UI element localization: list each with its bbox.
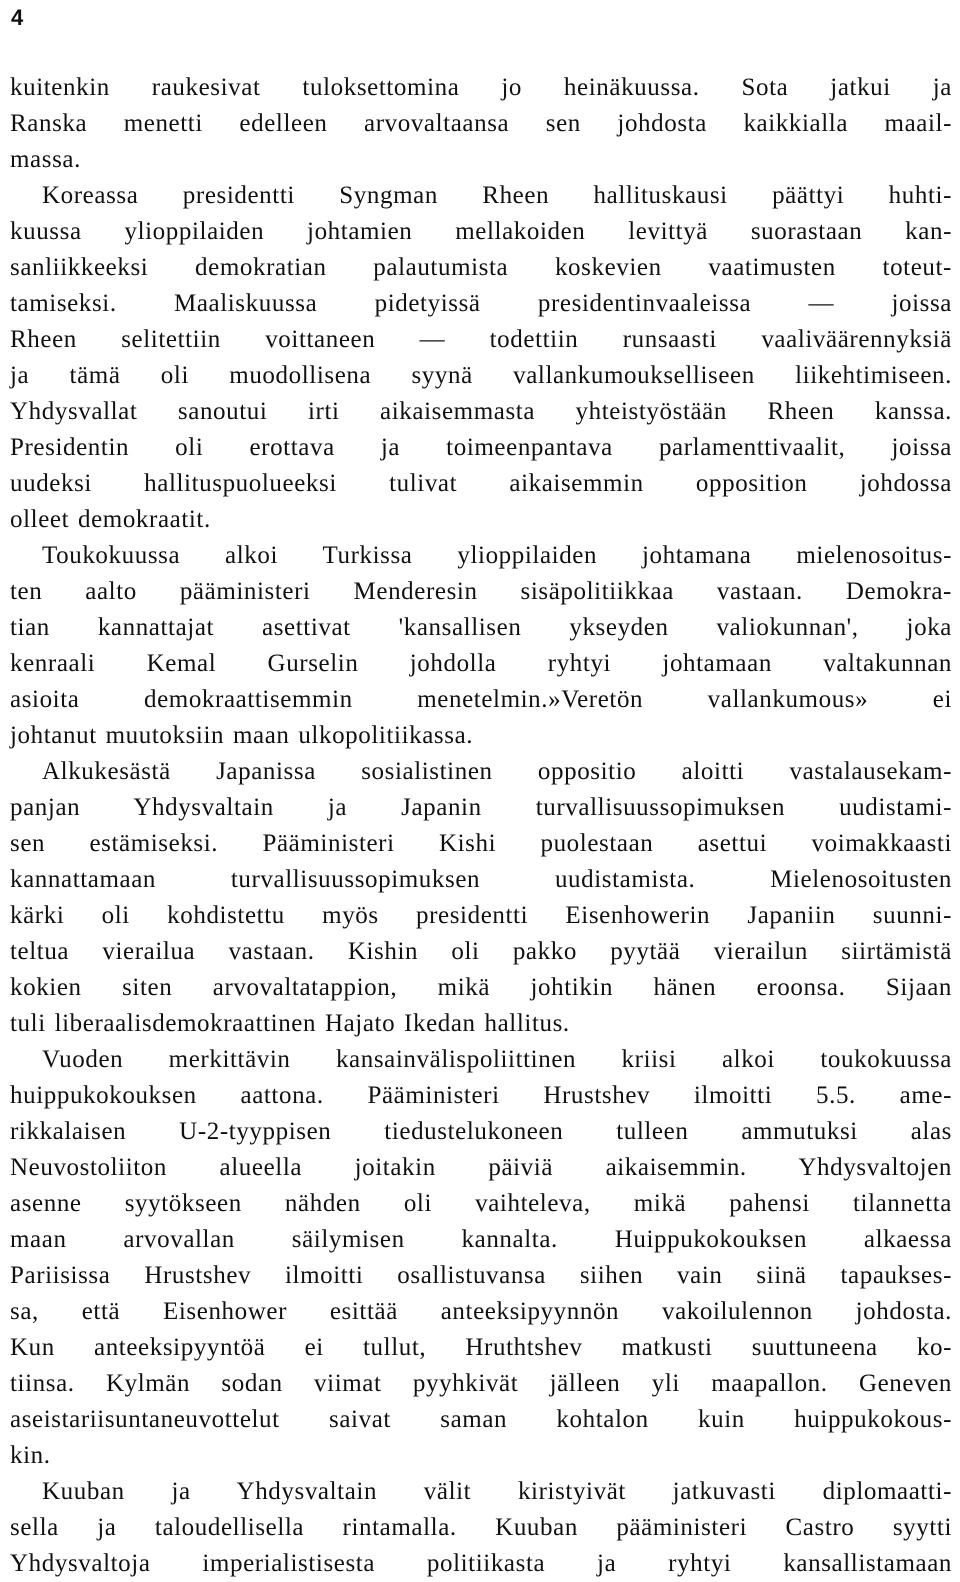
text-line: kuussa ylioppilaiden johtamien mellakoiden levittyä suorastaan kan- bbox=[10, 218, 952, 245]
text-line: sen estämiseksi. Pääministeri Kishi puolestaan asettui voimakkaasti bbox=[10, 830, 952, 857]
text-line: Toukokuussa alkoi Turkissa ylioppilaiden johtamana mielenosoitus- bbox=[42, 542, 952, 569]
text-line: Alkukesästä Japanissa sosialistinen oppositio aloitti vastalausekam- bbox=[42, 758, 952, 785]
text-line: Yhdysvaltoja imperialistisesta politiikasta ja ryhtyi kansallistamaan bbox=[10, 1550, 952, 1577]
text-line: Yhdysvallat sanoutui irti aikaisemmasta yhteistyöstään Rheen kanssa. bbox=[10, 398, 952, 425]
text-line: kenraali Kemal Gurselin johdolla ryhtyi johtamaan valtakunnan bbox=[10, 650, 952, 677]
paragraph bbox=[10, 1474, 952, 1582]
text-line: tuli liberaalisdemokraattinen Hajato Ikedan hallitus. bbox=[10, 1010, 570, 1037]
paragraph bbox=[10, 538, 952, 754]
page-number: 4 bbox=[11, 5, 24, 30]
paragraph bbox=[10, 1042, 952, 1474]
text-line: sa, että Eisenhower esittää anteeksipyynnön vakoilulennon johdosta. bbox=[10, 1298, 952, 1325]
text-line: kannattamaan turvallisuussopimuksen uudistamista. Mielenosoitusten bbox=[10, 866, 952, 893]
text-line: sanliikkeeksi demokratian palautumista koskevien vaatimusten toteut- bbox=[10, 254, 952, 281]
text-line: kokien siten arvovaltatappion, mikä johtikin hänen eroonsa. Sijaan bbox=[10, 974, 952, 1001]
text-line: panjan Yhdysvaltain ja Japanin turvallisuussopimuksen uudistami- bbox=[10, 794, 952, 821]
text-line: massa. bbox=[10, 146, 81, 173]
text-line: olleet demokraatit. bbox=[10, 506, 211, 533]
text-line: Rheen selitettiin voittaneen — todettiin runsaasti vaaliväärennyksiä bbox=[10, 326, 952, 353]
text-line: johtanut muutoksiin maan ulkopolitiikassa. bbox=[10, 722, 474, 749]
text-line: Ranska menetti edelleen arvovaltaansa sen johdosta kaikkialla maail- bbox=[10, 110, 952, 137]
paragraph bbox=[10, 178, 952, 538]
text-line: kärki oli kohdistettu myös presidentti Eisenhowerin Japaniin suunni- bbox=[10, 902, 952, 929]
text-line: Kuuban ja Yhdysvaltain välit kiristyivät jatkuvasti diplomaatti- bbox=[42, 1478, 952, 1505]
text-line: ja tämä oli muodollisena syynä vallankumoukselliseen liikehtimiseen. bbox=[10, 362, 952, 389]
text-line: sella ja taloudellisella rintamalla. Kuuban pääministeri Castro syytti bbox=[10, 1514, 952, 1541]
text-line: kuitenkin raukesivat tuloksettomina jo heinäkuussa. Sota jatkui ja bbox=[10, 74, 952, 101]
text-line: huippukokouksen aattona. Pääministeri Hrustshev ilmoitti 5.5. ame- bbox=[10, 1082, 952, 1109]
text-line: Kun anteeksipyyntöä ei tullut, Hruthtshev matkusti suuttuneena ko- bbox=[10, 1334, 952, 1361]
text-line: tamiseksi. Maaliskuussa pidetyissä presidentinvaaleissa — joissa bbox=[10, 290, 952, 317]
text-line: rikkalaisen U-2-tyyppisen tiedustelukoneen tulleen ammutuksi alas bbox=[10, 1118, 952, 1145]
text-line: tian kannattajat asettivat 'kansallisen ykseyden valiokunnan', joka bbox=[10, 614, 952, 641]
text-line: aseistariisuntaneuvottelut saivat saman kohtalon kuin huippukokous- bbox=[10, 1406, 952, 1433]
text-line: uudeksi hallituspuolueeksi tulivat aikaisemmin opposition johdossa bbox=[10, 470, 952, 497]
paragraph bbox=[10, 70, 952, 178]
text-line: asioita demokraattisemmin menetelmin.»Veretön vallankumous» ei bbox=[10, 686, 952, 713]
text-line: ten aalto pääministeri Menderesin sisäpolitiikkaa vastaan. Demokra- bbox=[10, 578, 952, 605]
text-line: tiinsa. Kylmän sodan viimat pyyhkivät jälleen yli maapallon. Geneven bbox=[10, 1370, 952, 1397]
text-line: teltua vierailua vastaan. Kishin oli pakko pyytää vierailun siirtämistä bbox=[10, 938, 952, 965]
document-body bbox=[10, 70, 952, 1582]
paragraph bbox=[10, 754, 952, 1042]
text-line: maan arvovallan säilymisen kannalta. Huippukokouksen alkaessa bbox=[10, 1226, 952, 1253]
text-line: Vuoden merkittävin kansainvälispoliittinen kriisi alkoi toukokuussa bbox=[42, 1046, 952, 1073]
text-line: Koreassa presidentti Syngman Rheen hallituskausi päättyi huhti- bbox=[42, 182, 952, 209]
text-line: Pariisissa Hrustshev ilmoitti osallistuvansa siihen vain siinä tapaukses- bbox=[10, 1262, 952, 1289]
text-line: Neuvostoliiton alueella joitakin päiviä aikaisemmin. Yhdysvaltojen bbox=[10, 1154, 952, 1181]
text-line: asenne syytökseen nähden oli vaihteleva, mikä pahensi tilannetta bbox=[10, 1190, 952, 1217]
text-line: Presidentin oli erottava ja toimeenpantava parlamenttivaalit, joissa bbox=[10, 434, 952, 461]
text-line: kin. bbox=[10, 1442, 51, 1469]
